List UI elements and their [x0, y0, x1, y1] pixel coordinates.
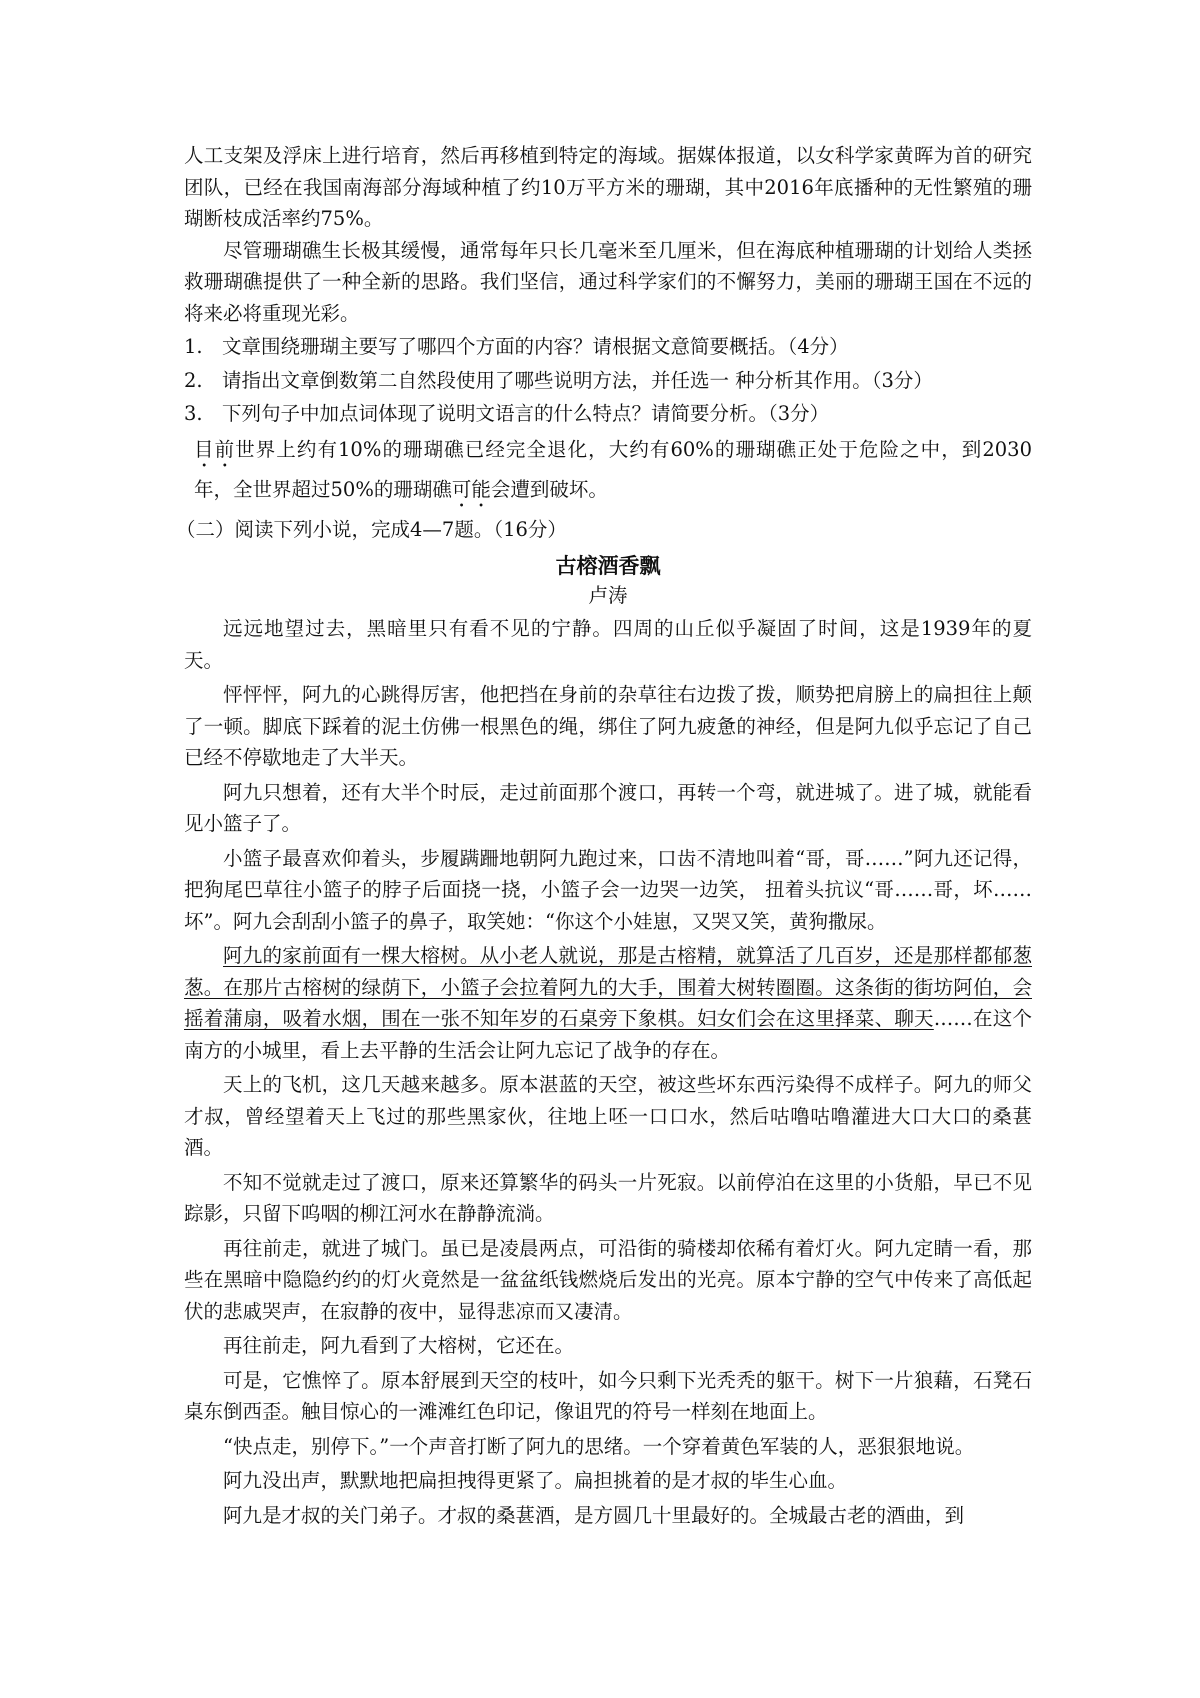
question-text: 请指出文章倒数第二自然段使用了哪些说明方法，并任选一 种分析其作用。（3分） [222, 368, 933, 392]
story-author: 卢涛 [588, 584, 628, 607]
story-paragraph-5-rest: ……在这个南方的小城里，看上去平静的生活会让阿九忘记了战争的存在。 [184, 1007, 1032, 1062]
story-paragraph-13: 阿九是才叔的关门弟子。才叔的桑葚酒，是方圆几十里最好的。全城最古老的酒曲，到 [223, 1503, 965, 1527]
story-paragraph-12: 阿九没出声，默默地把扁担拽得更紧了。扁担挑着的是才叔的毕生心血。 [223, 1469, 848, 1492]
dotted-word-2: 可能 [451, 477, 491, 501]
example-sentence-part-2: 会遭到破坏。 [490, 477, 608, 501]
question-3 [184, 398, 1032, 430]
page-content [176, 140, 1032, 1534]
question-2 [184, 365, 1032, 397]
story-paragraph-10: 可是，它憔悴了。原本舒展到天空的枝叶，如今只剩下光秃秃的躯干。树下一片狼藉，石凳石桌东倒西歪。触目惊心的一滩滩红色印记，像诅咒的符号一样刻在地面上。 [184, 1368, 1032, 1423]
underlined-passage: 阿九的家前面有一棵大榕树。从小老人就说，那是古榕精，就算活了几百岁，还是那样都郁葱葱。在那片古榕树的绿荫下，小篮子会拉着阿九的大手，围着大树转圈圈。这条街的街坊阿伯，会摇着蒲扇，吸着水烟，围在一张不知年岁的石桌旁下象棋。妇女们会在这里择菜、聊天 [184, 944, 1032, 1030]
story-paragraph-6: 天上的飞机，这几天越来越多。原本湛蓝的天空，被这些坏东西污染得不成样子。阿九的师父才叔，曾经望着天上飞过的那些黑家伙，往地上呸一口口水，然后咕噜咕噜灌进大口大口的桑葚酒。 [184, 1073, 1032, 1159]
question-1 [184, 331, 1032, 363]
story-paragraph-9: 再往前走，阿九看到了大榕树，它还在。 [223, 1334, 575, 1357]
question-text: 文章围绕珊瑚主要写了哪四个方面的内容？请根据文意简要概括。（4分） [222, 335, 849, 358]
story-paragraph-5 [184, 940, 1032, 1066]
section-heading: （二）阅读下列小说，完成4—7题。（16分） [176, 517, 567, 541]
question-number: 1. [184, 335, 203, 358]
story-paragraph-11: “快点走，别停下。”一个声音打断了阿九的思绪。一个穿着黄色军装的人，恶狠狠地说。 [223, 1434, 975, 1458]
story-paragraph-2: 怦怦怦，阿九的心跳得厉害，他把挡在身前的杂草往右边拨了拨，顺势把肩膀上的扁担往上颠了一顿。脚底下踩着的泥土仿佛一根黑色的绳，绑住了阿九疲惫的神经，但是阿九似乎忘记了自己已经不停歇地走了大半天。 [184, 683, 1032, 769]
dotted-word-1: 目前 [194, 437, 236, 461]
question-number: 3. [184, 402, 203, 425]
story-body [184, 613, 1032, 1531]
example-sentence-part-1: 世界上约有10%的珊瑚礁已经完全退化，大约有60%的珊瑚礁正处于危险之中，到2030年，全世界超过50%的珊瑚礁 [194, 437, 1032, 501]
story-paragraph-1: 远远地望过去，黑暗里只有看不见的宁静。四周的山丘似乎凝固了时间，这是1939年的夏天。 [184, 617, 1032, 672]
story-paragraph-3: 阿九只想着，还有大半个时辰，走过前面那个渡口，再转一个弯，就进城了。进了城，就能看见小篮子了。 [184, 780, 1032, 835]
question-text: 下列句子中加点词体现了说明文语言的什么特点？请简要分析。（3分） [222, 402, 830, 425]
passage-paragraph-2: 尽管珊瑚礁生长极其缓慢，通常每年只长几毫米至几厘米，但在海底种植珊瑚的计划给人类拯救珊瑚礁提供了一种全新的思路。我们坚信，通过科学家们的不懈努力，美丽的珊瑚王国在不远的将来必将重现光彩。 [184, 238, 1032, 325]
story-paragraph-8: 再往前走，就进了城门。虽已是凌晨两点，可沿街的骑楼却依稀有着灯火。阿九定睛一看，那些在黑暗中隐隐约约的灯火竟然是一盆盆纸钱燃烧后发出的光亮。原本宁静的空气中传来了高低起伏的悲戚哭声，在寂静的夜中，显得悲凉而又凄清。 [184, 1236, 1032, 1323]
story-title: 古榕酒香飘 [555, 554, 661, 578]
story-paragraph-7: 不知不觉就走过了渡口，原来还算繁华的码头一片死寂。以前停泊在这里的小货船，早已不见踪影，只留下呜咽的柳江河水在静静流淌。 [184, 1170, 1032, 1225]
example-sentence [184, 432, 1032, 512]
passage-paragraph-1: 人工支架及浮床上进行培育，然后再移植到特定的海域。据媒体报道，以女科学家黄晖为首的研究团队，已经在我国南海部分海域种植了约10万平方米的珊瑚，其中2016年底播种的无性繁殖的珊瑚断枝成活率约75%。 [184, 144, 1032, 230]
story-paragraph-4: 小篮子最喜欢仰着头，步履蹒跚地朝阿九跑过来，口齿不清地叫着“哥，哥……”阿九还记得，把狗尾巴草往小篮子的脖子后面挠一挠，小篮子会一边哭一边笑， 扭着头抗议“哥……哥，坏……坏”。阿九会刮刮小篮子的鼻子，取笑她：“你这个小娃崽，又哭又笑，黄狗撒尿。 [184, 846, 1032, 933]
question-number: 2. [184, 368, 203, 392]
